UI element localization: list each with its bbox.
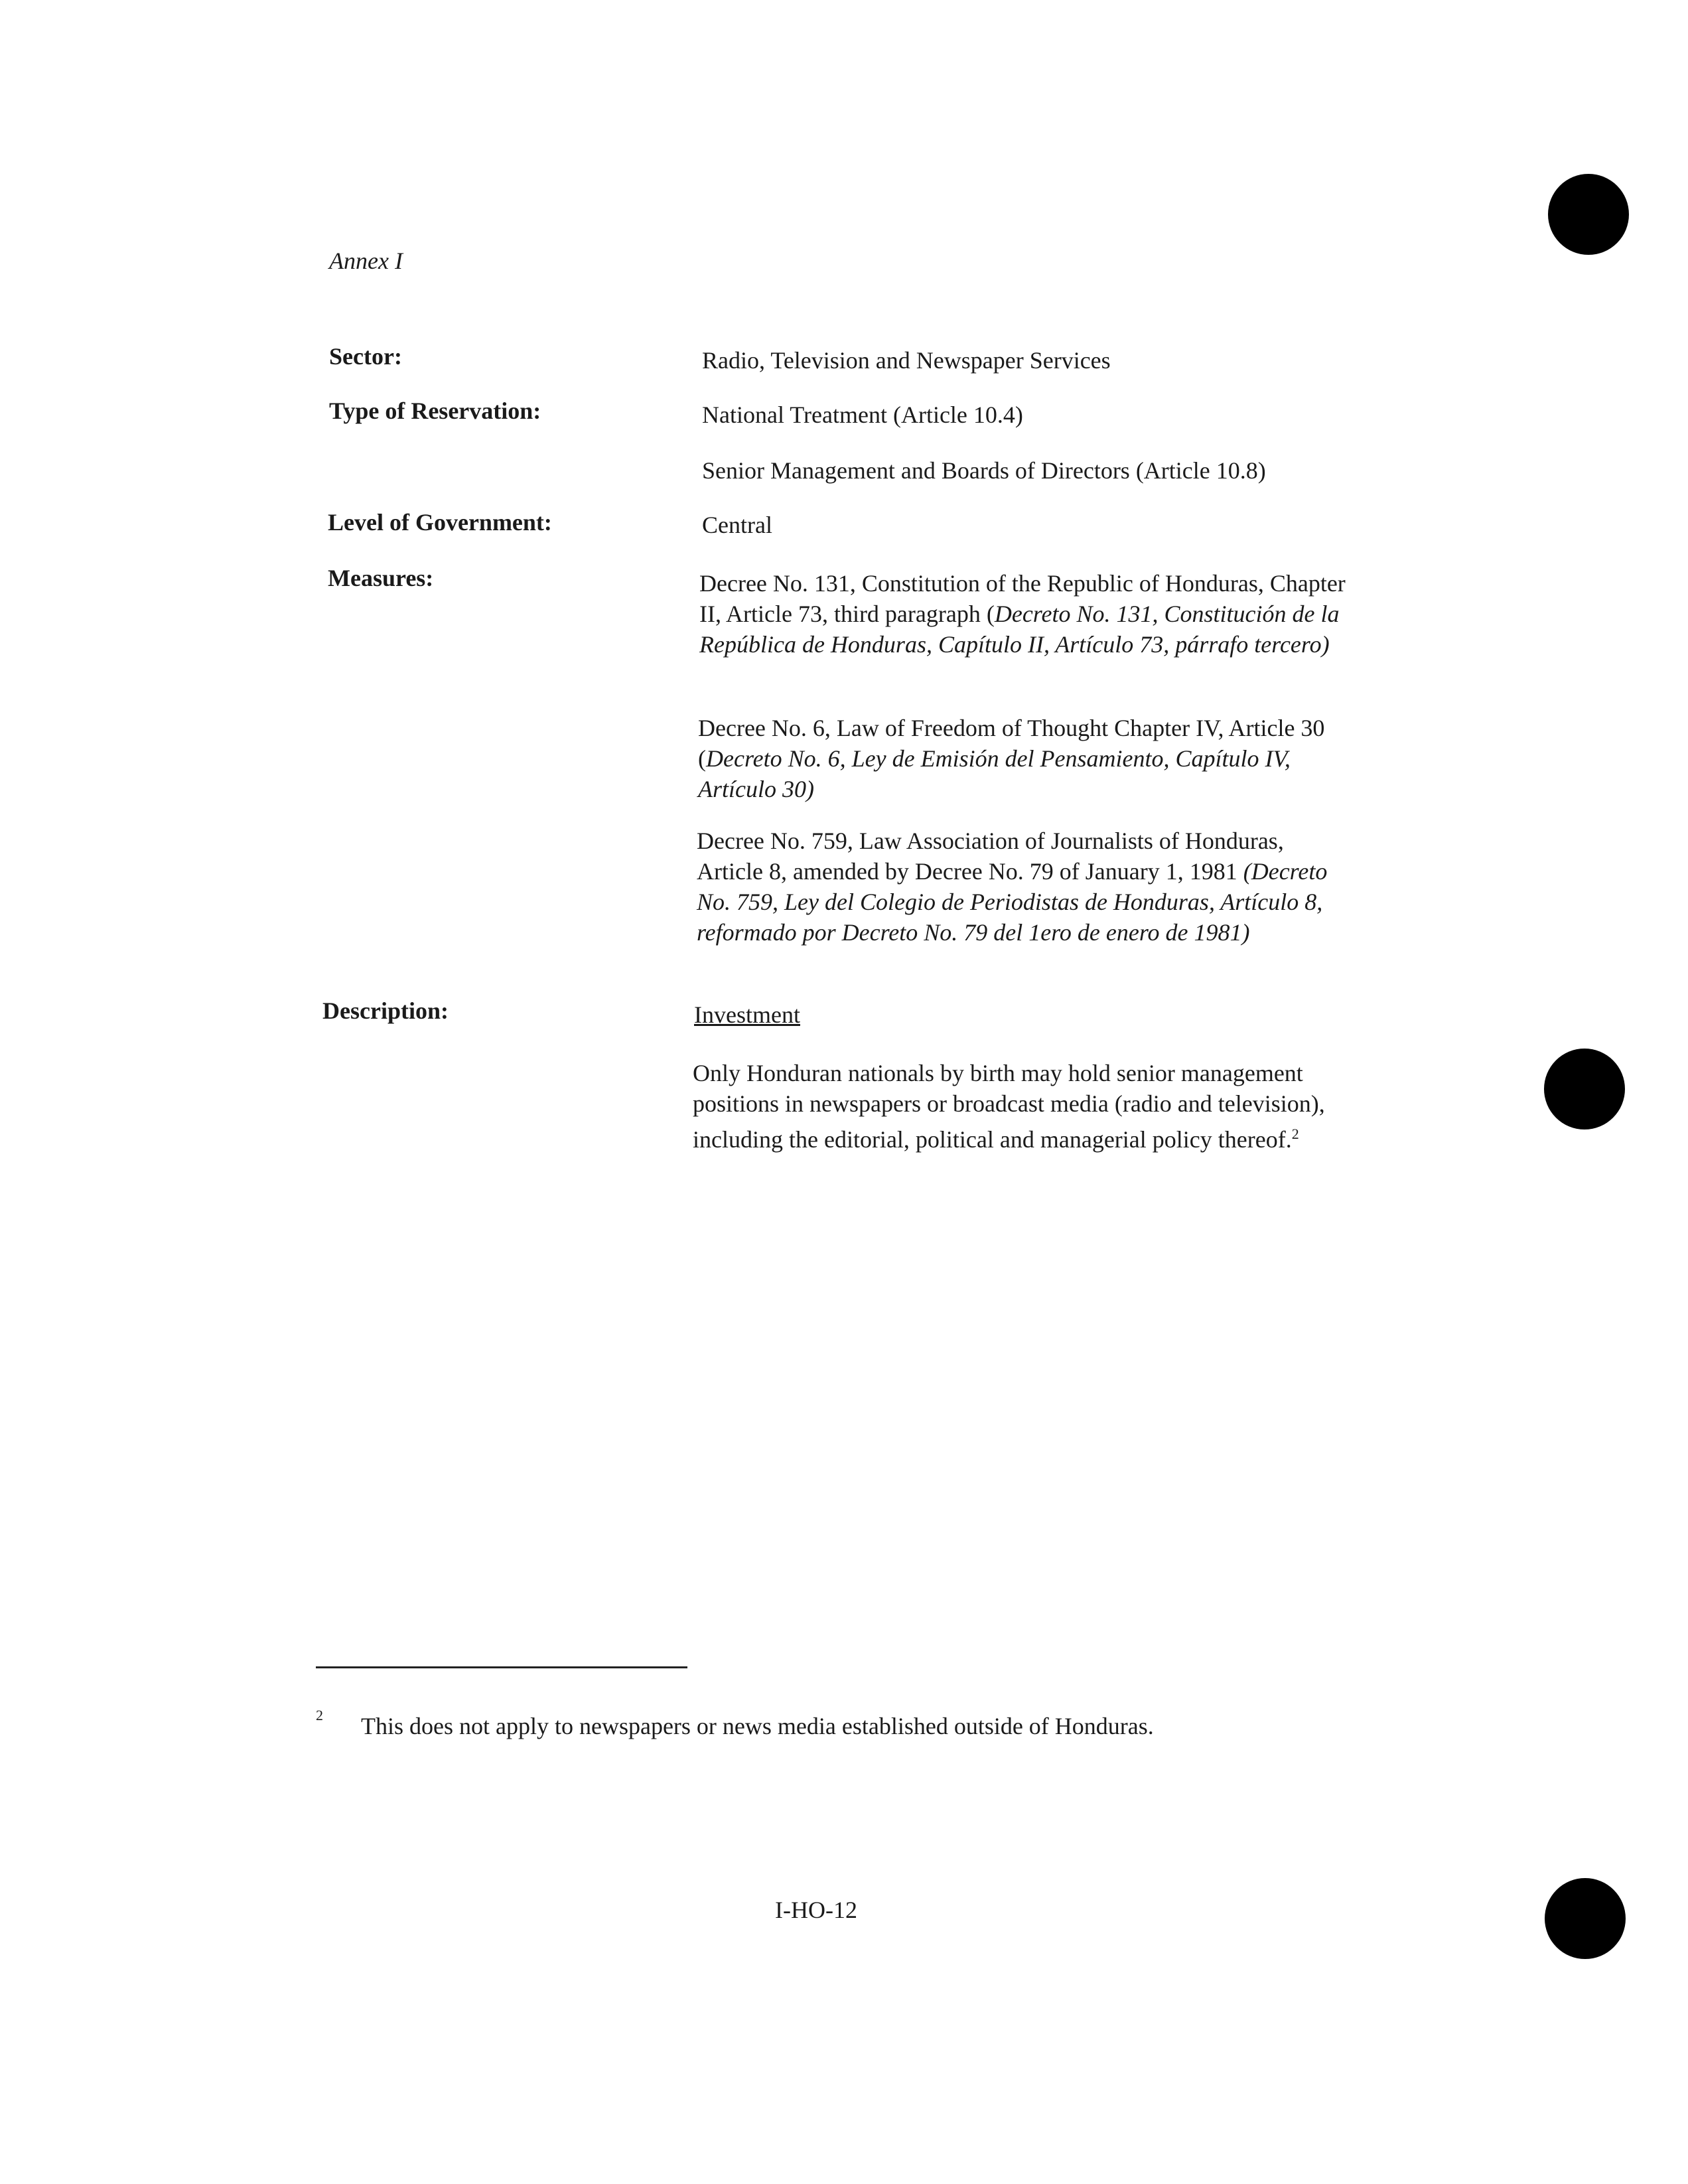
description-heading: Investment	[694, 1001, 800, 1028]
measure-2-spanish: Decreto No. 6, Ley de Emisión del Pensamiento, Capítulo IV, Artículo 30)	[698, 745, 1291, 802]
measure-1	[699, 568, 1350, 660]
punch-hole-middle	[1544, 1049, 1625, 1129]
measure-1-spanish: Decreto No. 131, Constitución de la República de Honduras, Capítulo II, Artículo 73, párrafo tercero)	[699, 601, 1340, 658]
reservation-value-2: Senior Management and Boards of Directors (Article 10.8)	[702, 457, 1266, 484]
measure-3-spanish: (Decreto No. 759, Ley del Colegio de Periodistas de Honduras, Artículo 8, reformado por Decreto No. 79 del 1ero de enero de 1981)	[697, 858, 1328, 946]
type-of-reservation-label: Type of Reservation:	[329, 398, 541, 424]
measure-3	[697, 826, 1347, 948]
punch-hole-top	[1548, 174, 1629, 255]
description-body: Only Honduran nationals by birth may hold senior management positions in newspapers or broadcast media (radio and television), including the editorial, political and managerial policy thereof.	[693, 1060, 1325, 1153]
annex-header: Annex I	[329, 248, 403, 274]
measure-2-text: Decree No. 6, Law of Freedom of Thought Chapter IV, Article 30 (	[698, 715, 1325, 772]
measure-3-text: Decree No. 759, Law Association of Journalists of Honduras, Article 8, amended by Decree No. 79 of January 1, 1981	[697, 828, 1284, 885]
measure-2	[698, 713, 1348, 804]
footnote-text: This does not apply to newspapers or news media established outside of Honduras.	[361, 1713, 1154, 1739]
punch-hole-bottom	[1545, 1878, 1626, 1959]
measure-1-text: Decree No. 131, Constitution of the Republic of Honduras, Chapter II, Article 73, third paragraph (	[699, 570, 1346, 627]
page-number: I-HO-12	[775, 1897, 857, 1923]
sector-label: Sector:	[329, 343, 402, 370]
footnote-mark: 2	[316, 1707, 323, 1723]
description-text	[693, 1058, 1343, 1155]
description-label: Description:	[322, 997, 449, 1024]
sector-value: Radio, Television and Newspaper Services	[702, 347, 1111, 374]
level-of-government-value: Central	[702, 512, 772, 538]
footnote-divider	[316, 1666, 687, 1668]
measures-label: Measures:	[328, 565, 434, 591]
footnote-reference: 2	[1291, 1126, 1299, 1142]
level-of-government-label: Level of Government:	[328, 509, 552, 536]
reservation-value-1: National Treatment (Article 10.4)	[702, 401, 1023, 428]
